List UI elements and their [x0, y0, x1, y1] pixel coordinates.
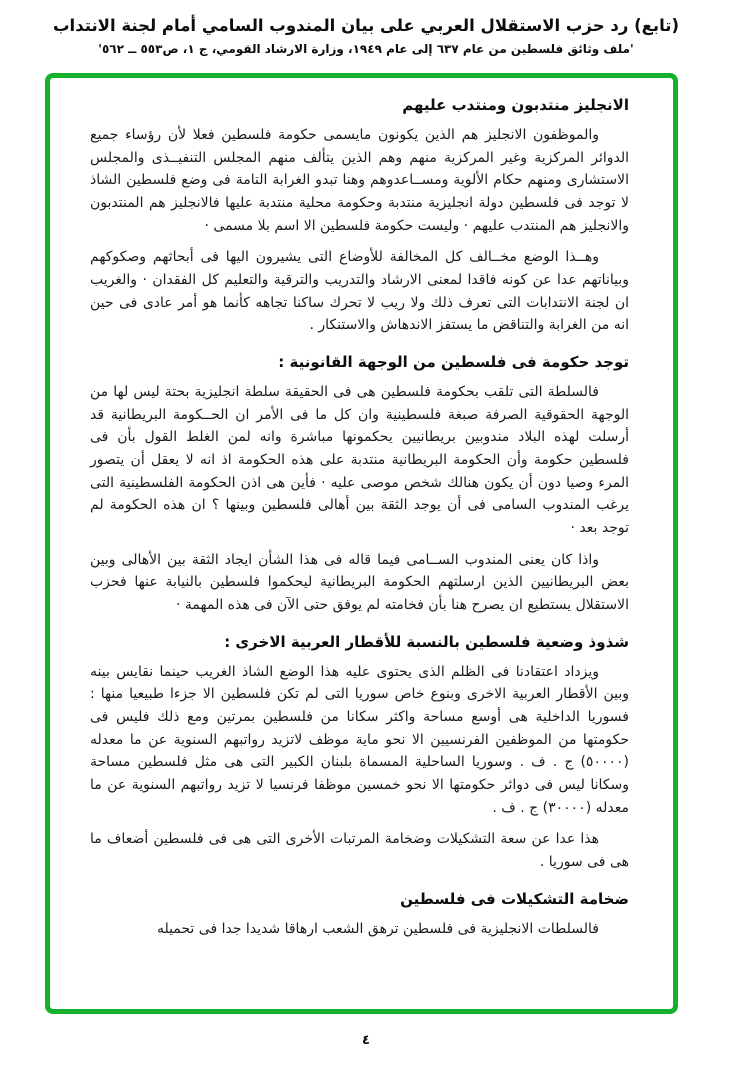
section-heading: شذوذ وضعية فلسطين بالنسبة للأقطار العربية الاخرى : [224, 632, 629, 651]
section-heading: توجد حكومة فى فلسطين من الوجهة القانونية : [278, 353, 629, 372]
paragraph: فالسلطات الانجليزية فى فلسطين ترهق الشعب ارهاقا شديدا جدا فى تحميله [156, 920, 599, 937]
page-number: ٤ [362, 1033, 370, 1048]
paragraph: ويزداد اعتقادنا فى الظلم الذى يحتوى عليه هذا الوضع الشاذ الغريب حينما نقايس بينه وبين الأقطار العربية الاخرى وبنوع خاص سوريا التى لم تكن فلسطين الا جزءا طبيعيا منها : فسوريا الداخلية هى أوسع مساحة واكثر سكانا من فلسطين بمرتين ومع ذلك فليس فى حكومتها من الموظفين الفرنسيين الا نحو ماية موظف لاتزيد رواتبهم السنوية عن ما معدله (٥٠٠٠٠) ج . ف . وسوريا الساحلية المسماة بلبنان الكبير التى هى مثل فلسطين مساحة وسكانا ليس فى دوائر حكومتها الا نحو خمسين موظفا فرنسيا لا تزيد رواتبهم السنوية عن ما معدله (٣٠٠٠٠) ج . ف . [90, 663, 629, 816]
paragraph: وهــذا الوضع مخــالف كل المخالفة للأوضاع التى يشيرون اليها فى أبحاثهم وصكوكهم وبياناتهم عدا عن كونه فاقدا لمعنى الارشاد والتدريب والترقية والتعليم كل الفقدان · والغريب ان لجنة الانتدابات التى تعرف ذلك ولا ريب لا تحرك ساكنا تجاهه كأنما هو أمر عادى فى حين انه من الغرابة والتناقض ما يستفز الاندهاش والاستنكار . [90, 249, 629, 334]
paragraph: هذا عدا عن سعة التشكيلات وضخامة المرتبات الأخرى التى هى فى فلسطين أضعاف ما هى فى سوريا . [90, 831, 629, 871]
section-heading: ضخامة التشكيلات فى فلسطين [400, 889, 629, 908]
document-header [0, 0, 732, 56]
paragraph: والموظفون الانجليز هم الذين يكونون مايسمى حكومة فلسطين فعلا لأن رؤساء جميع الدوائر المركزية وغير المركزية منهم وهم الذين يتألف منهم المجلس التنفيــذى والمجلس الاستشارى ومنهم حكام الألوية ومســاعدوهم وهنا تبدو الغرابة التامة فى وضع فلسطين الشاذ لا توجد فى فلسطين دولة انجليزية منتدبة وحكومة محلية منتدبة عليها فالانجليز هم المنتدبون والانجليز هم المنتدب عليهم · وليست حكومة فلسطين الا اسم بلا مسمى · [90, 127, 629, 234]
content-border-box [45, 73, 678, 1014]
document-source-line: 'ملف وثائق فلسطين من عام ٦٣٧ إلى عام ١٩٤٩، وزارة الارشاد القومي، ج ١، ص٥٥٣ ــ ٥٦٢' [98, 42, 634, 57]
paragraph: واذا كان يعنى المندوب الســامى فيما قاله فى هذا الشأن ايجاد الثقة بين الأهالى وبين بعض البريطانيين الذين ارسلتهم الحكومة البريطانية ليحكموا فلسطين بالنيابة عنها فحزب الاستقلال يستطيع ان يصرح هنا بأن فخامته لم يوفق حتى الآن فى هذه المهمة · [90, 551, 629, 614]
section-heading: الانجليز منتدبون ومنتدب عليهم [402, 96, 629, 114]
paragraph: فالسلطة التى تلقب بحكومة فلسطين هى فى الحقيقة سلطة انجليزية بحتة ليس لها من الوجهة الحقوقية الصرفة صبغة فلسطينية وان كل ما فى الأمر ان الحــكومة البريطانية قد أرسلت لهذه البلاد مندوبين بريطانيين يحكمونها مباشرة وانه لمن الغلط القول بأن فى فلسطين حكومة وأن الحكومة البريطانية منتدبة على هذه الحكومة اذ انه لا يعقل أن يتصور المرء وصيا دون أن يكون هنالك شخص موصى عليه · فأين هى اذن الحكومة الفلسطينية التى يرغب المندوب السامى فى أن يوجد الثقة بين أهالى فلسطين وبينها ؟ ان هذه الحكومة لم توجد بعد · [90, 384, 629, 537]
section-legal-government [90, 353, 629, 617]
section-english-mandators [90, 96, 629, 337]
section-anomalous-status [90, 633, 629, 874]
section-huge-formations [90, 890, 629, 941]
document-title: (تابع) رد حزب الاستقلال العربي على بيان المندوب السامي أمام لجنة الانتداب [52, 16, 680, 35]
